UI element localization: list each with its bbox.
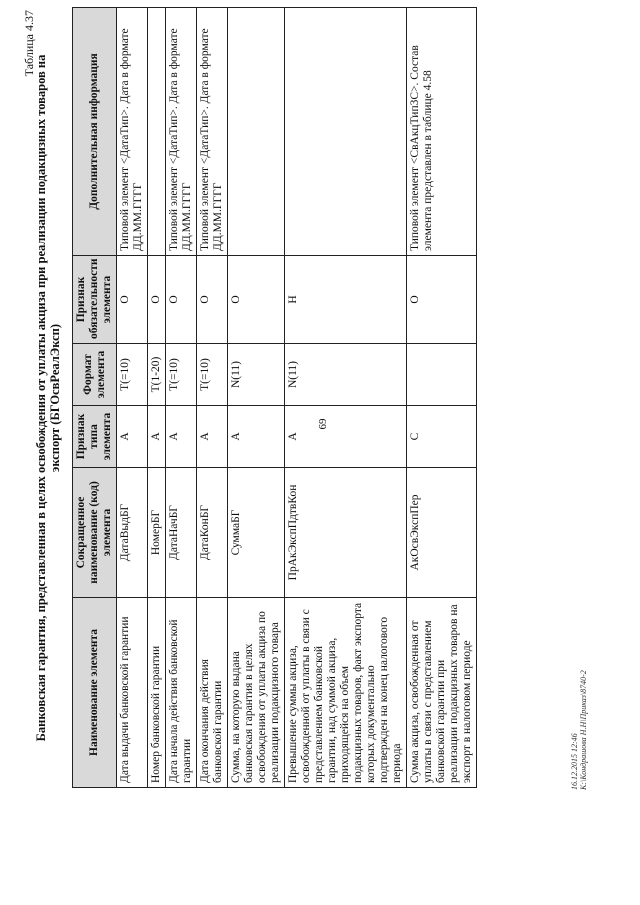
cell-info — [228, 8, 285, 256]
cell-code: АкОсвЭкспПер — [407, 468, 477, 598]
cell-code: ДатаНачБГ — [166, 468, 197, 598]
table-header-row — [73, 8, 117, 788]
cell-name: Дата окончания действия банковской гарантии — [197, 598, 228, 788]
header-element-format: Формат элемента — [73, 344, 117, 406]
cell-name: Дата выдачи банковской гарантии — [117, 598, 148, 788]
cell-name: Дата начала действия банковской гарантии — [166, 598, 197, 788]
footer-date: 16.12.2015 12:46 — [570, 733, 579, 790]
cell-required: О — [228, 256, 285, 344]
cell-name: Номер банковской гарантии — [148, 598, 166, 788]
cell-type: А — [197, 406, 228, 468]
caption-line-1: Банковская гарантия, представленная в целях освобождения от уплаты акциза при реализации подакцизных товаров на — [34, 54, 48, 742]
cell-type: А — [117, 406, 148, 468]
cell-format: T(=10) — [117, 344, 148, 406]
cell-format: N(11) — [285, 344, 407, 406]
cell-info — [285, 8, 407, 256]
table-row — [407, 8, 477, 788]
cell-required: О — [197, 256, 228, 344]
cell-info: Типовой элемент <ДатаТип>. Дата в формате ДД.ММ.ГГГГ — [197, 8, 228, 256]
table-row — [228, 8, 285, 788]
cell-required: Н — [285, 256, 407, 344]
header-additional-info: Дополнительная информация — [73, 8, 117, 256]
cell-info — [148, 8, 166, 256]
cell-type: А — [166, 406, 197, 468]
cell-type: А — [285, 406, 407, 468]
cell-code: ДатаКонБГ — [197, 468, 228, 598]
cell-required: О — [407, 256, 477, 344]
footer-stamp — [570, 670, 588, 790]
cell-name: Сумма, на которую выдана банковская гарантия в целях освобождения от уплаты акциза по реализации подакцизного товара — [228, 598, 285, 788]
cell-info: Типовой элемент <ДатаТип>. Дата в формате ДД.ММ.ГГГГ — [117, 8, 148, 256]
cell-required: О — [166, 256, 197, 344]
header-element-required: Признак обязательности элемента — [73, 256, 117, 344]
table-caption — [34, 0, 62, 798]
cell-format: T(=10) — [166, 344, 197, 406]
elements-table — [72, 7, 477, 788]
caption-line-2: экспорт (БГОсвРеалЭксп) — [48, 323, 62, 473]
table-reference: Таблица 4.37 — [22, 10, 36, 77]
cell-type: С — [407, 406, 477, 468]
rotated-page-content — [22, 0, 602, 798]
cell-name: Превышение суммы акциза, освобожденной от уплаты в связи с представлением банковской гарантии, над суммой акциза, приходящейся на объем подакцизных товаров, факт экспорта которых документально подтвержден на конец налогового периода — [285, 598, 407, 788]
header-element-code: Сокращенное наименование (код) элемента — [73, 468, 117, 598]
cell-code: ДатаВыдБГ — [117, 468, 148, 598]
cell-format — [407, 344, 477, 406]
cell-format: T(=10) — [197, 344, 228, 406]
cell-type: А — [148, 406, 166, 468]
table-row — [166, 8, 197, 788]
cell-format: T(1-20) — [148, 344, 166, 406]
cell-type: А — [228, 406, 285, 468]
cell-code: СуммаБГ — [228, 468, 285, 598]
cell-required: О — [148, 256, 166, 344]
table-row — [197, 8, 228, 788]
header-element-name: Наименование элемента — [73, 598, 117, 788]
cell-code: ПрАкЭкспПдтвКон — [285, 468, 407, 598]
cell-code: НомерБГ — [148, 468, 166, 598]
cell-info: Типовой элемент <СвАкцТип3С>. Состав элемента представлен в таблице 4.58 — [407, 8, 477, 256]
cell-format: N(11) — [228, 344, 285, 406]
header-element-type: Признак типа элемента — [73, 406, 117, 468]
cell-info: Типовой элемент <ДатаТип>. Дата в формате ДД.ММ.ГГГГ — [166, 8, 197, 256]
footer-path: К:\Кондрашова Н.Н\Приказ\8740-2 — [579, 670, 588, 790]
table-row — [117, 8, 148, 788]
table-row — [148, 8, 166, 788]
page-number: 69 — [317, 418, 329, 430]
table-row — [285, 8, 407, 788]
cell-name: Сумма акциза, освобожденная от уплаты в связи с представлением банковской гарантии при реализации подакцизных товаров на экспорт в налоговом периоде — [407, 598, 477, 788]
cell-required: О — [117, 256, 148, 344]
